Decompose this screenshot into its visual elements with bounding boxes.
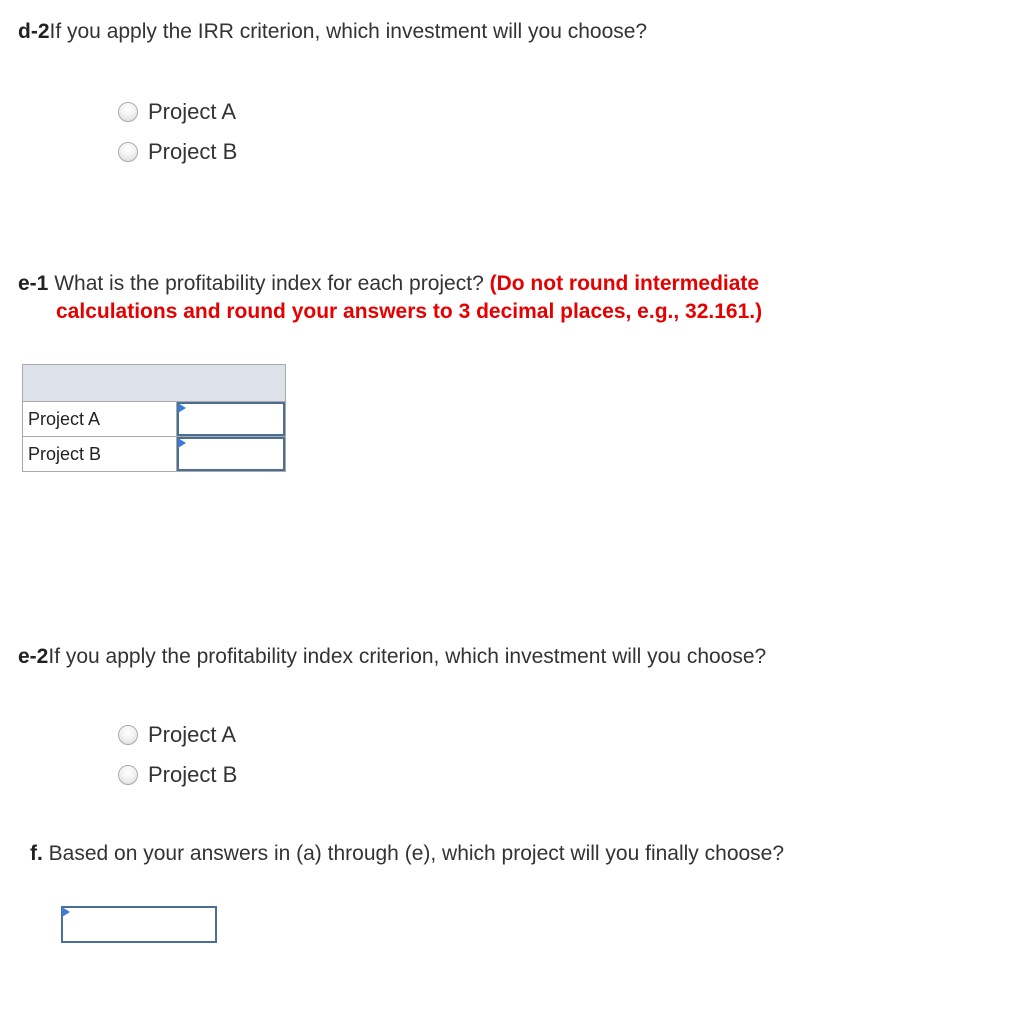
question-e1	[18, 270, 974, 326]
d2-option-project-a[interactable]	[118, 92, 237, 132]
project-a-pi-input[interactable]	[177, 402, 285, 436]
input-marker-icon	[178, 403, 186, 413]
question-text: Based on your answers in (a) through (e), which project will you finally choose?	[48, 842, 785, 865]
e2-option-project-b[interactable]	[118, 755, 237, 795]
question-text: What is the profitability index for each project?	[54, 272, 484, 295]
table-row	[23, 402, 286, 437]
radio-button[interactable]	[118, 102, 138, 122]
question-d2	[18, 18, 647, 46]
project-b-pi-input[interactable]	[177, 437, 285, 471]
option-label: Project A	[148, 99, 237, 124]
question-text: If you apply the profitability index criterion, which investment will you choose?	[48, 645, 767, 668]
final-choice-input[interactable]	[61, 906, 217, 943]
option-label: Project A	[148, 722, 237, 747]
radio-button[interactable]	[118, 765, 138, 785]
option-label: Project B	[148, 762, 238, 787]
question-number: d-2	[18, 20, 50, 43]
question-e2	[18, 643, 766, 671]
question-number: e-2	[18, 645, 49, 668]
radio-button[interactable]	[118, 142, 138, 162]
d2-options	[118, 92, 237, 172]
d2-option-project-b[interactable]	[118, 132, 237, 172]
instruction-note-continued: calculations and round your answers to 3 decimal places, e.g., 32.161.)	[56, 300, 763, 323]
question-text: If you apply the IRR criterion, which investment will you choose?	[49, 20, 648, 43]
input-marker-icon	[178, 438, 186, 448]
e2-options	[118, 715, 237, 795]
table-row	[23, 437, 286, 472]
option-label: Project B	[148, 139, 238, 164]
question-f	[30, 840, 784, 868]
input-marker-icon	[62, 907, 70, 917]
row-label: Project B	[23, 437, 177, 472]
table-header	[23, 365, 286, 402]
instruction-note: (Do not round intermediate	[489, 272, 760, 295]
radio-button[interactable]	[118, 725, 138, 745]
value-cell	[177, 437, 286, 472]
value-cell	[177, 402, 286, 437]
e2-option-project-a[interactable]	[118, 715, 237, 755]
row-label: Project A	[23, 402, 177, 437]
profitability-index-table	[22, 364, 286, 472]
question-number: e-1	[18, 272, 49, 295]
question-number: f.	[30, 842, 43, 865]
